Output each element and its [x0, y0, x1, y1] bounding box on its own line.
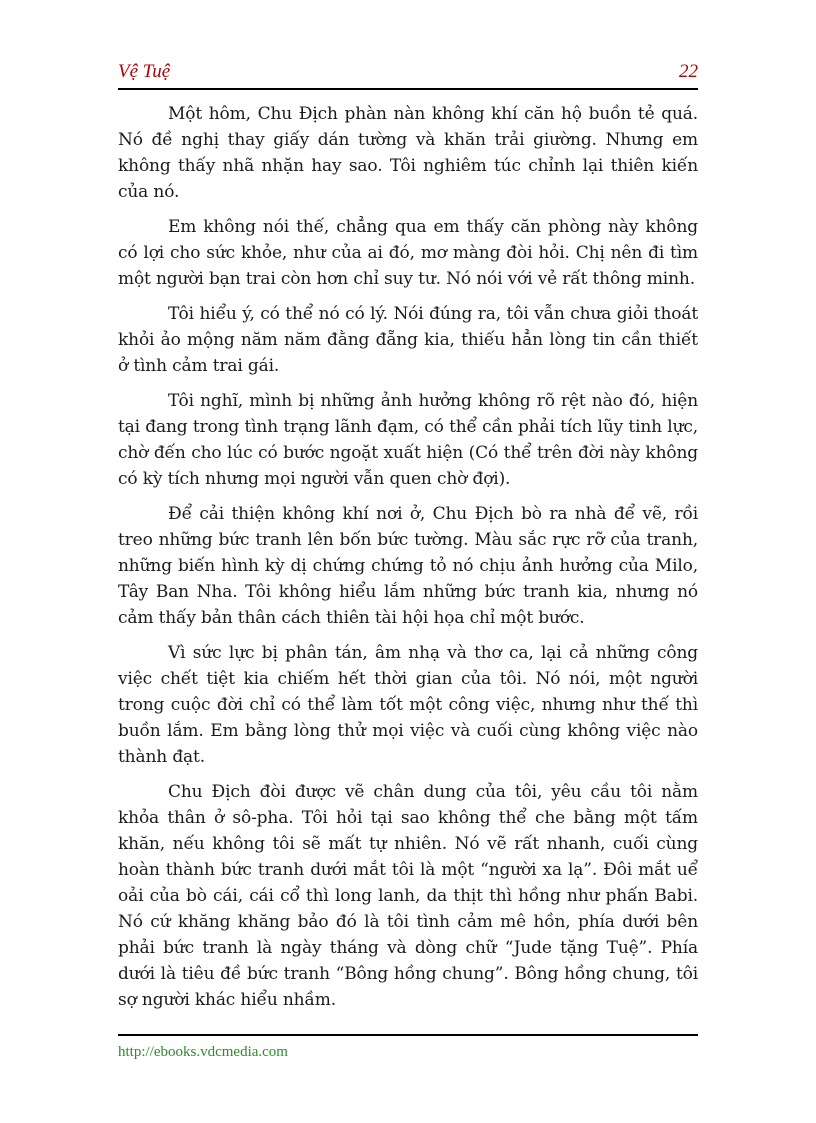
page-number: 22 — [679, 61, 698, 82]
page-header — [118, 58, 698, 90]
book-title: Vệ Tuệ — [118, 61, 171, 82]
paragraph-5: Để cải thiện không khí nơi ở, Chu Địch bò ra nhà để vẽ, rồi treo những bức tranh lên bốn bức tường. Màu sắc rực rỡ của tranh, những biến hình kỳ dị chứng chứng tỏ nó chịu ảnh hưởng của Milo, Tây Ban Nha. Tôi không hiểu lắm những bức tranh kia, nhưng nó cảm thấy bản thân cách thiên tài hội họa chỉ một bước. — [118, 504, 698, 628]
paragraph-1: Một hôm, Chu Địch phàn nàn không khí căn hộ buồn tẻ quá. Nó đề nghị thay giấy dán tường và khăn trải giường. Nhưng em không thấy nhã nhặn hay sao. Tôi nghiêm túc chỉnh lại thiên kiến của nó. — [118, 104, 698, 202]
paragraph-3: Tôi hiểu ý, có thể nó có lý. Nói đúng ra, tôi vẫn chưa giỏi thoát khỏi ảo mộng năm năm đằng đẵng kia, thiếu hẳn lòng tin cần thiết ở tình cảm trai gái. — [118, 304, 698, 376]
paragraph-6: Vì sức lực bị phân tán, âm nhạ và thơ ca, lại cả những công việc chết tiệt kia chiếm hết thời gian của tôi. Nó nói, một người trong cuộc đời chỉ có thể làm tốt một công việc, nhưng như thế thì buồn lắm. Em bằng lòng thử mọi việc và cuối cùng không việc nào thành đạt. — [118, 643, 698, 767]
footer-url-link[interactable]: http://ebooks.vdcmedia.com — [118, 1044, 288, 1060]
page-footer — [118, 1034, 698, 1060]
page-body — [118, 101, 698, 1022]
paragraph-7: Chu Địch đòi được vẽ chân dung của tôi, yêu cầu tôi nằm khỏa thân ở sô-pha. Tôi hỏi tại sao không thể che bằng một tấm khăn, nếu không tôi sẽ mất tự nhiên. Nó vẽ rất nhanh, cuối cùng hoàn thành bức tranh dưới mắt tôi là một “người xa lạ”. Đôi mắt uể oải của bò cái, cái cổ thì long lanh, da thịt thì hồng như phấn Babi. Nó cứ khăng khăng bảo đó là tôi tình cảm mê hồn, phía dưới bên phải bức tranh là ngày tháng và dòng chữ “Jude tặng Tuệ”. Phía dưới là tiêu đề bức tranh “Bông hồng chung”. Bông hồng chung, tôi sợ người khác hiểu nhầm. — [118, 782, 698, 1010]
paragraph-2: Em không nói thế, chẳng qua em thấy căn phòng này không có lợi cho sức khỏe, như của ai đó, mơ màng đòi hỏi. Chị nên đi tìm một người bạn trai còn hơn chỉ suy tư. Nó nói với vẻ rất thông minh. — [118, 217, 698, 289]
paragraph-4: Tôi nghĩ, mình bị những ảnh hưởng không rõ rệt nào đó, hiện tại đang trong tình trạng lãnh đạm, có thể cần phải tích lũy tinh lực, chờ đến cho lúc có bước ngoặt xuất hiện (Có thể trên đời này không có kỳ tích nhưng mọi người vẫn quen chờ đợi). — [118, 391, 698, 489]
